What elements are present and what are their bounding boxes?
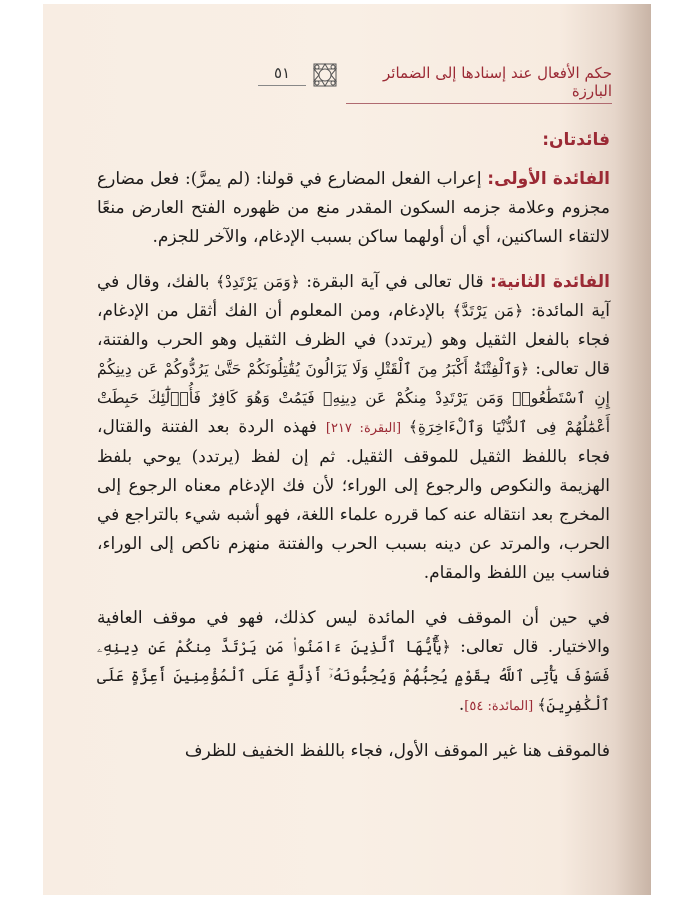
section-title bbox=[97, 126, 610, 155]
geometric-star-ornament-icon bbox=[312, 62, 338, 88]
page-body bbox=[97, 126, 610, 782]
paragraph-conclusion bbox=[97, 737, 610, 766]
running-title: حكم الأفعال عند إسنادها إلى الضمائر البارزة bbox=[346, 64, 612, 104]
quran-quote: ﴿وَمَن يَرْتَدِدْ﴾ bbox=[215, 273, 300, 291]
running-header bbox=[52, 62, 612, 100]
text-segment: في حين أن الموقف في المائدة ليس كذلك، فهو في موقف العافية والاختيار. قال تعالى: bbox=[97, 608, 610, 657]
text-segment: قال تعالى في آية البقرة: bbox=[299, 272, 491, 292]
text-segment: فهذه الردة بعد الفتنة والقتال، فجاء باللفظ الثقيل للموقف الثقيل. ثم إن لفظ (يرتدد) يوحي بلفظ الهزيمة والنكوص والرجوع إلى الوراء؛ لأن فك الإدغام معناه الرجوع إلى المخرج بعد انتقاله عنه كما قرره علماء اللغة، فهو أشبه شيء بالتراجع في الحرب، والمرتد عن دينه بسبب الحرب والفتنة منهزم ناكص إلى الوراء، فناسب بين اللفظ والمقام. bbox=[97, 417, 610, 583]
paragraph-second-benefit bbox=[97, 268, 610, 588]
first-benefit-label: الفائدة الأولى: bbox=[487, 169, 610, 189]
quran-quote: ﴿وَٱلْفِتْنَةُ أَكْبَرُ مِنَ ٱلْقَتْلِ وَلَا يَزَالُونَ يُقَٰتِلُونَكُمْ حَتَّىٰ يَرُدُّوكُمْ عَن دِينِكُمْ إِنِ ٱسْتَطَٰعُوا۟ وَمَن يَرْتَدِدْ مِنكُمْ عَن دِينِهِۦ فَيَمُتْ وَهُوَ كَافِرٌ فَأُو۟لَٰٓئِكَ حَبِطَتْ أَعْمَٰلُهُمْ فِى ٱلدُّنْيَا وَٱلْءَاخِرَةِ﴾ bbox=[97, 360, 610, 436]
verse-reference: [البقرة: ٢١٧] bbox=[325, 421, 409, 436]
paragraph-first-benefit bbox=[97, 165, 610, 252]
quran-quote: ﴿يَٰٓأَيُّهَا ٱلَّذِينَ ءَامَنُوا۟ مَن يَرْتَدَّ مِنكُمْ عَن دِينِهِۦ فَسَوْفَ يَأْتِى ٱللَّهُ بِقَوْمٍ يُحِبُّهُمْ وَيُحِبُّونَهُۥٓ أَذِلَّةٍ عَلَى ٱلْمُؤْمِنِينَ أَعِزَّةٍ عَلَى ٱلْكَٰفِرِينَ﴾ bbox=[97, 638, 610, 714]
conclusion-text: فالموقف هنا غير الموقف الأول، فجاء باللفظ الخفيف للظرف bbox=[184, 741, 610, 761]
text-segment: بالفك، وقال في آية المائدة: bbox=[97, 272, 610, 321]
paragraph-maidah bbox=[97, 604, 610, 721]
text-segment: . bbox=[458, 695, 465, 715]
first-benefit-text: إعراب الفعل المضارع في قولنا: (لم يمرَّ): فعل مضارع مجزوم وعلامة جزمه السكون المقدر منع من ظهوره الفتح العارض منعًا لالتقاء الساكنين، أي أن أولهما ساكن بسبب الإدغام، والآخر للجزم. bbox=[97, 169, 610, 247]
section-title-text: فائدتان: bbox=[542, 130, 610, 150]
verse-reference: [المائدة: ٥٤] bbox=[464, 699, 538, 714]
second-benefit-label: الفائدة الثانية: bbox=[490, 272, 610, 292]
text-segment: بالإدغام، ومن المعلوم أن الفك أثقل من الإدغام، فجاء بالفعل الثقيل وهو (يرتدد) في الظرف الثقيل وهو الحرب والفتنة، قال تعالى: bbox=[97, 301, 610, 379]
quran-quote: ﴿مَن يَرْتَدَّ﴾ bbox=[452, 302, 524, 320]
page-number: ٥١ bbox=[258, 64, 306, 86]
